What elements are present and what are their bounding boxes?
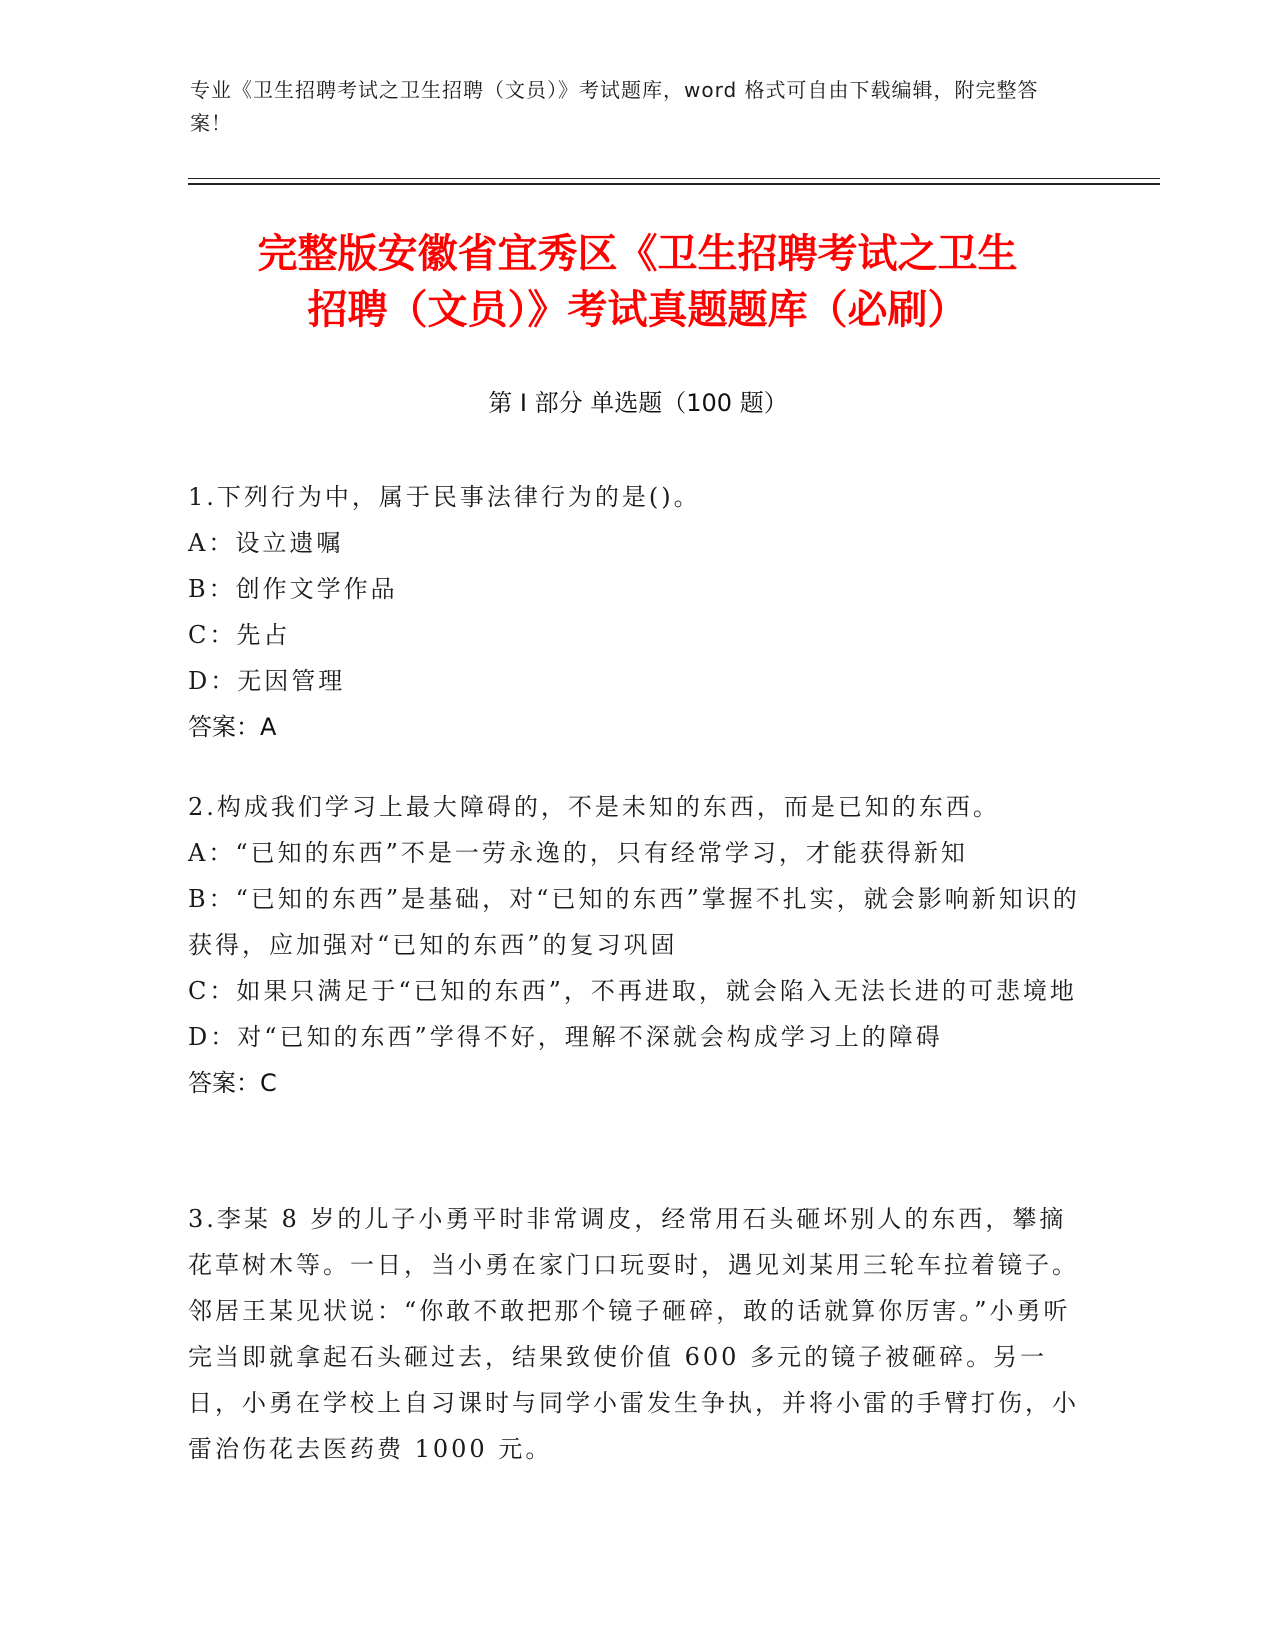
answer: 答案：A (188, 713, 277, 741)
option-b: B：创作文学作品 (188, 575, 398, 603)
question-stem: 2.构成我们学习上最大障碍的，不是未知的东西，而是已知的东西。 (188, 793, 1000, 821)
header-divider-bottom (188, 183, 1160, 185)
header-note: 专业《卫生招聘考试之卫生招聘（文员）》考试题库，word 格式可自由下载编辑，附完整答案！ (190, 78, 1039, 135)
option-b: B：“已知的东西”是基础，对“已知的东西”掌握不扎实，就会影响新知识的获得，应加强对“已知的东西”的复习巩固 (188, 885, 1080, 959)
title-line-2: 招聘（文员）》考试真题题库（必刷） (307, 287, 968, 333)
option-a: A：“已知的东西”不是一劳永逸的，只有经常学习，才能获得新知 (188, 839, 968, 867)
option-d: D：无因管理 (188, 667, 346, 695)
section-title: 第 I 部分 单选题（100 题） (488, 389, 788, 417)
option-c: C：如果只满足于“已知的东西”，不再进取，就会陷入无法长进的可悲境地 (188, 977, 1077, 1005)
document-title (180, 226, 1095, 338)
option-d: D：对“已知的东西”学得不好，理解不深就会构成学习上的障碍 (188, 1023, 943, 1051)
question-stem: 1.下列行为中，属于民事法律行为的是()。 (188, 483, 701, 511)
answer: 答案：C (188, 1069, 277, 1097)
question-3 (188, 1196, 1088, 1472)
header-divider-top (188, 178, 1160, 179)
option-c: C：先占 (188, 621, 291, 649)
title-line-1: 完整版安徽省宜秀区《卫生招聘考试之卫生 (257, 231, 1018, 277)
question-1 (188, 474, 1088, 750)
question-stem: 3.李某 8 岁的儿子小勇平时非常调皮，经常用石头砸坏别人的东西，攀摘花草树木等。一日，当小勇在家门口玩耍时，遇见刘某用三轮车拉着镜子。邻居王某见状说：“你敢不敢把那个镜子砸碎，敢的话就算你厉害。”小勇听完当即就拿起石头砸过去，结果致使价值 600 多元的镜子被砸碎。另一日，小勇在学校上自习课时与同学小雷发生争执，并将小雷的手臂打伤，小雷治伤花去医药费 1000 元。 (188, 1205, 1079, 1463)
question-2 (188, 784, 1088, 1106)
option-a: A：设立遗嘱 (188, 529, 344, 557)
